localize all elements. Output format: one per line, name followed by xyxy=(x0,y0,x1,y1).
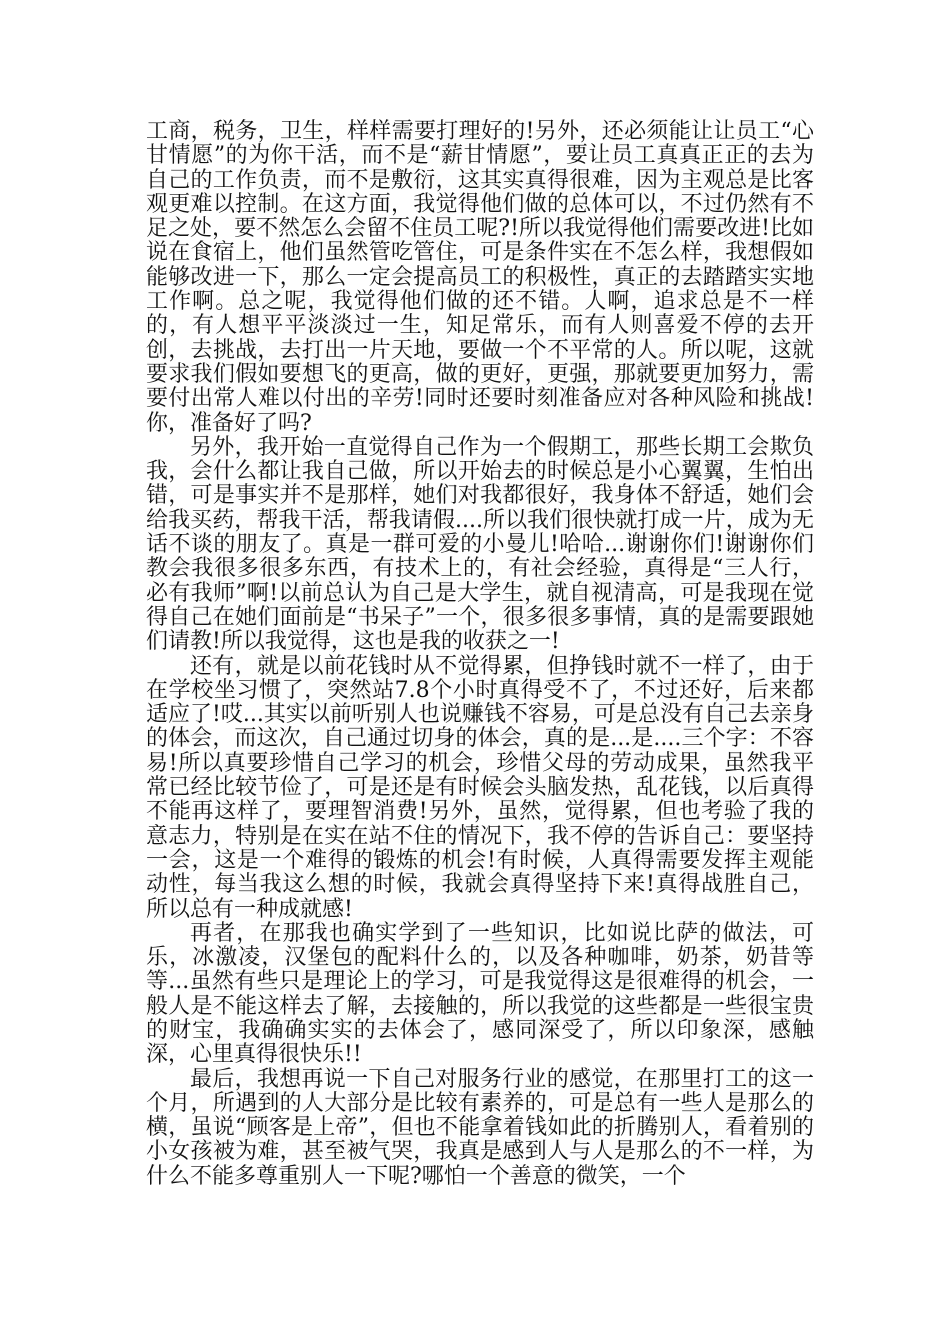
document-body xyxy=(146,120,814,1189)
paragraph-service-industry: 最后，我想再说一下自己对服务行业的感觉，在那里打工的这一个月，所遇到的人大部分是比较有素养的，可是总有一些人是那么的横，虽说“顾客是上帝”，但也不能拿着钱如此的折腾别人，看着别的小女孩被为难，甚至被气哭，我真是感到人与人是那么的不一样，为什么不能多尊重别人一下呢?哪怕一个善意的微笑，一个 xyxy=(146,1066,814,1189)
paragraph-coworkers: 另外，我开始一直觉得自己作为一个假期工，那些长期工会欺负我，会什么都让我自己做，所以开始去的时候总是小心翼翼，生怕出错，可是事实并不是那样，她们对我都很好，我身体不舒适，她们会给我买药，帮我干活，帮我请假....所以我们很快就打成一片，成为无话不谈的朋友了。真是一群可爱的小曼儿!哈哈...谢谢你们!谢谢你们教会我很多很多东西，有技术上的，有社会经验，真得是“三人行，必有我师”啊!以前总认为自己是大学生，就自视清高，可是我现在觉得自己在她们面前是“书呆子”一个，很多很多事情，真的是需要跟她们请教!所以我觉得，这也是我的收获之一! xyxy=(146,434,814,655)
paragraph-continued: 工商，税务，卫生，样样需要打理好的!另外，还必须能让让员工“心甘情愿”的为你干活，而不是“薪甘情愿”，要让员工真真正正的去为自己的工作负责，而不是敷衍，这其实真得很难，因为主观总是比客观更难以控制。在这方面，我觉得他们做的总体可以，不过仍然有不足之处，要不然怎么会留不住员工呢?!所以我觉得他们需要改进!比如说在食宿上，他们虽然管吃管住，可是条件实在不怎么样，我想假如能够改进一下，那么一定会提高员工的积极性，真正的去踏踏实实地工作啊。总之呢，我觉得他们做的还不错。人啊，追求总是不一样的，有人想平平淡淡过一生，知足常乐，而有人则喜爱不停的去开创，去挑战，去打出一片天地，要做一个不平常的人。所以呢，这就要求我们假如要想飞的更高，做的更好，更强，那就要更加努力，需要付出常人难以付出的辛劳!同时还要时刻准备应对各种风险和挑战!你，准备好了吗? xyxy=(146,119,814,436)
paragraph-earning-money: 还有，就是以前花钱时从不觉得累，但挣钱时就不一样了，由于在学校坐习惯了，突然站7.8个小时真得受不了，不过还好，后来都适应了!哎...其实以前听别人也说赚钱不容易，可是总没有自己去亲身的体会，而这次，自己通过切身的体会，真的是...是....三个字：不容易!所以真要珍惜自己学习的机会，珍惜父母的劳动成果，虽然我平常已经比较节俭了，可是还是有时候会头脑发热，乱花钱，以后真得不能再这样了，要理智消费!另外，虽然，觉得累，但也考验了我的意志力，特别是在实在站不住的情况下，我不停的告诉自己：要坚持一会，这是一个难得的锻炼的机会!有时候，人真得需要发挥主观能动性，每当我这么想的时候，我就会真得坚持下来!真得战胜自己，所以总有一种成就感! xyxy=(146,653,814,922)
paragraph-knowledge: 再者，在那我也确实学到了一些知识，比如说比萨的做法，可乐，冰激凌，汉堡包的配料什么的，以及各种咖啡，奶茶，奶昔等等...虽然有些只是理论上的学习，可是我觉得这是很难得的机会，一般人是不能这样去了解，去接触的，所以我觉的这些都是一些很宝贵的财宝，我确确实实的去体会了，感同深受了，所以印象深，感触深，心里真得很快乐!! xyxy=(146,920,814,1068)
